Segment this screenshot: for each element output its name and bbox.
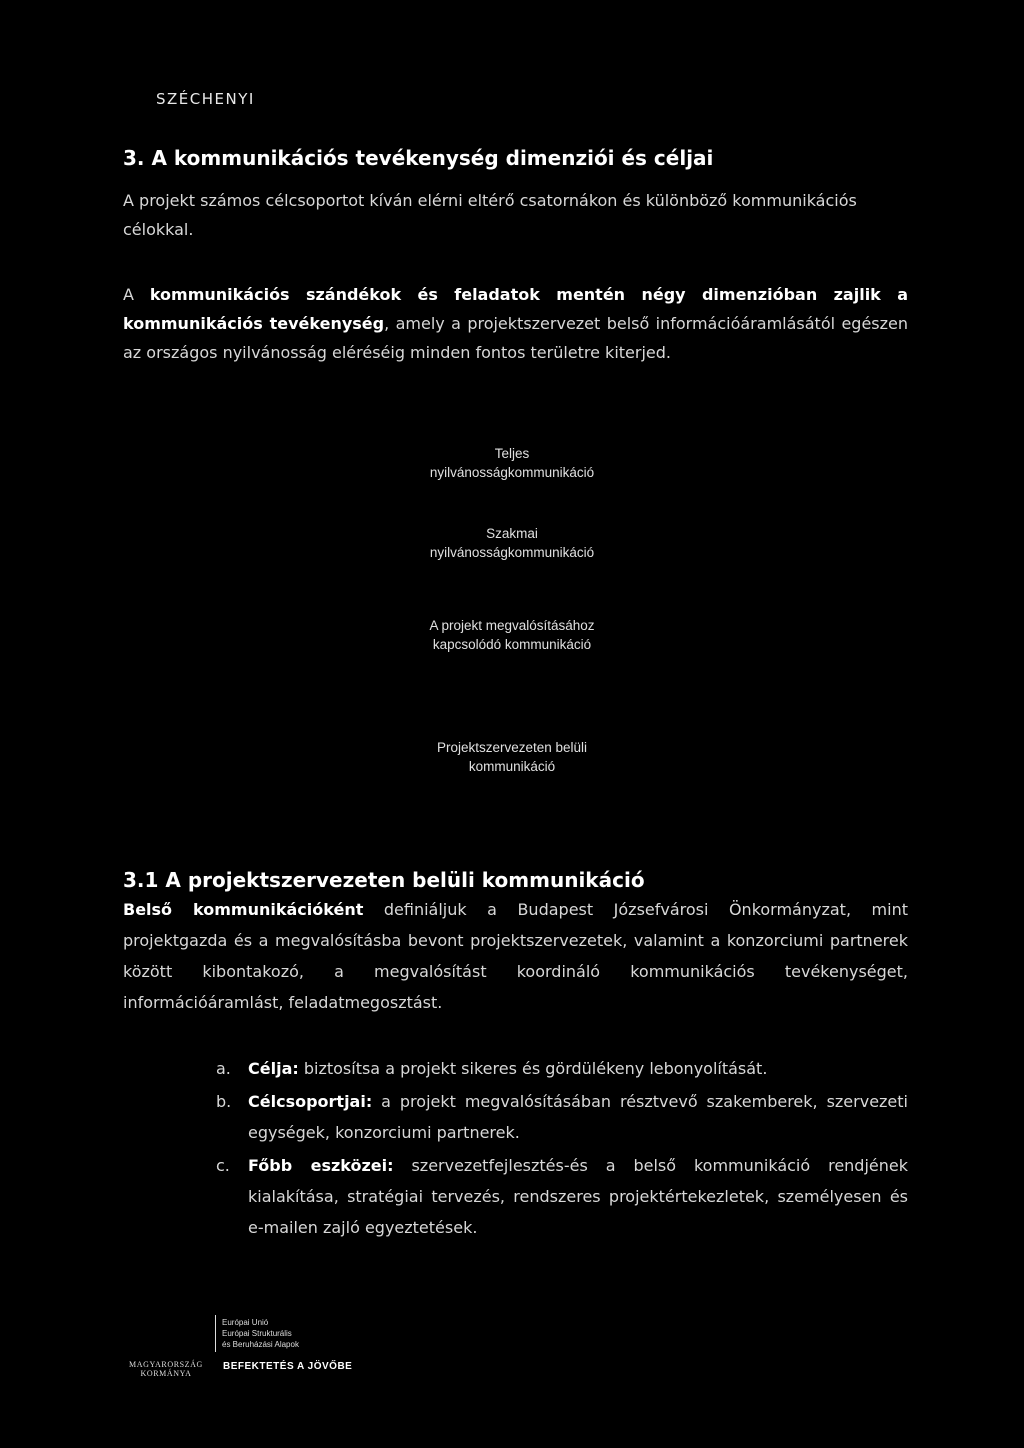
list-item xyxy=(216,1086,908,1148)
list-item-marker: c. xyxy=(216,1156,230,1175)
dimensions-paragraph-prefix: A xyxy=(123,285,150,304)
list-item-text: a projekt megvalósításában résztvevő szakemberek, szervezeti egységek, konzorciumi partnerek. xyxy=(248,1092,908,1142)
subsection-title: 3.1 A projektszervezeten belüli kommunikáció xyxy=(123,868,645,892)
intro-paragraph: A projekt számos célcsoportot kíván elérni eltérő csatornákon és különböző kommunikációs célokkal. xyxy=(123,191,857,239)
dimensions-paragraph xyxy=(123,280,908,367)
footer-divider xyxy=(215,1315,216,1352)
eu-line1: Európai Unió xyxy=(222,1318,269,1327)
list-item-marker: b. xyxy=(216,1092,232,1111)
list-item-label: Főbb eszközei: xyxy=(248,1156,394,1175)
list-item-label: Célja: xyxy=(248,1059,299,1078)
internal-comm-bold: Belső kommunikációként xyxy=(123,900,364,919)
diagram-level-professional-line2: nyilvánosságkommunikáció xyxy=(429,545,595,560)
gov-line2: KORMÁNYA xyxy=(140,1369,192,1378)
diagram-level-project-line2: kapcsolódó kommunikáció xyxy=(432,637,592,652)
diagram-level-internal-line1: Projektszervezeten belüli xyxy=(436,740,588,755)
diagram-level-internal-line2: kommunikáció xyxy=(468,759,556,774)
dimensions-paragraph-bold: kommunikációs szándékok és feladatok mentén négy dimenzióban zajlik a kommunikációs tevékenység xyxy=(123,285,908,333)
list-item-text: szervezetfejlesztés-és a belső kommunikáció rendjének kialakítása, stratégiai tervezés, rendszeres projektértekezletek, személyesen és e-mailen zajló egyeztetések. xyxy=(248,1156,908,1237)
section-title: 3. A kommunikációs tevékenység dimenziói és céljai xyxy=(123,146,714,170)
header-brand: SZÉCHENYI xyxy=(156,90,255,108)
list-item-label: Célcsoportjai: xyxy=(248,1092,373,1111)
eu-line3: és Beruházási Alapok xyxy=(222,1340,299,1349)
diagram-level-public xyxy=(300,444,724,482)
goals-list xyxy=(216,1053,908,1243)
diagram-level-public-line2: nyilvánosságkommunikáció xyxy=(429,465,595,480)
list-item-marker: a. xyxy=(216,1059,231,1078)
government-logo-text xyxy=(120,1360,212,1378)
footer-slogan: BEFEKTETÉS A JÖVŐBE xyxy=(223,1361,353,1372)
eu-funds-logo-text xyxy=(222,1317,299,1350)
list-item xyxy=(216,1053,908,1084)
gov-line1: MAGYARORSZÁG xyxy=(129,1360,203,1369)
internal-comm-paragraph xyxy=(123,894,908,1018)
list-item-text: biztosítsa a projekt sikeres és gördülékeny lebonyolítását. xyxy=(298,1059,768,1078)
diagram-level-professional-line1: Szakmai xyxy=(486,526,538,541)
internal-comm-rest: definiáljuk a Budapest Józsefvárosi Önkormányzat, mint projektgazda és a megvalósításba bevont projektszervezetek, valamint a konzorciumi partnerek között kibontakozó, a megvalósítást koordináló kommunikációs tevékenységet, információáramlást, feladatmegosztást. xyxy=(123,900,908,1012)
diagram-level-public-line1: Teljes xyxy=(494,446,530,461)
list-item xyxy=(216,1150,908,1243)
dimensions-paragraph-rest: , amely a projektszervezet belső információáramlásától egészen az országos nyilvánosság eléréséig minden fontos területre kiterjed. xyxy=(123,314,909,362)
diagram-level-internal xyxy=(300,738,724,776)
diagram-level-project xyxy=(300,616,724,654)
diagram-level-professional xyxy=(300,524,724,562)
diagram-level-project-line1: A projekt megvalósításához xyxy=(429,618,595,633)
eu-line2: Európai Strukturális xyxy=(222,1329,292,1338)
